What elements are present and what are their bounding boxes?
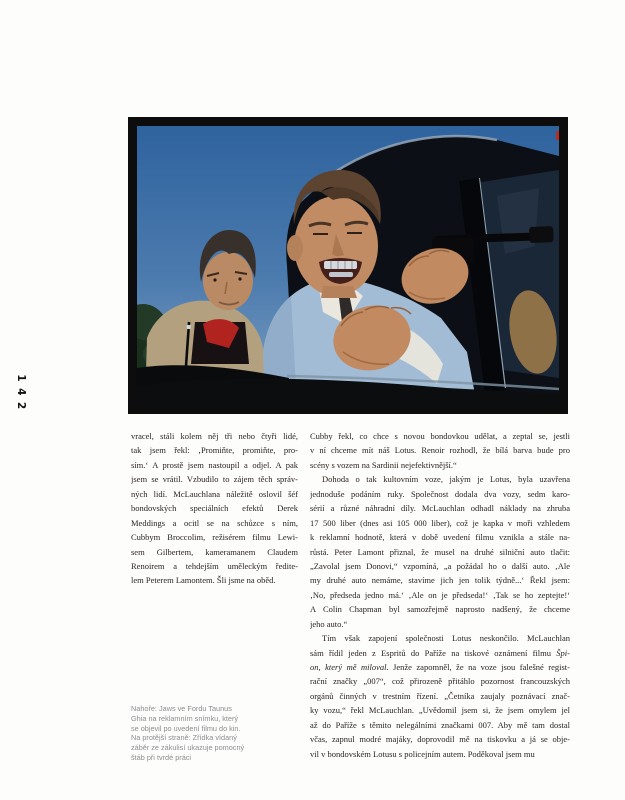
text-line: on, který mě miloval. Jenže zapomněl, že na voze jsou falešné regist- [310, 662, 570, 672]
text-line: A Colin Chapman byl samozřejmě naprosto nadšený, že chceme [310, 604, 570, 615]
text-line: sem Gilbertem, kameramanem Claudem [131, 546, 298, 557]
paragraph [310, 472, 570, 631]
body-text-right-column [310, 429, 570, 761]
text-line: v ní chceme mít náš Lotus. Renoir rozhodl, že bílá barva bude pro [310, 445, 570, 456]
text-line: jsem se vrátil. Vzbudilo to zájem těch správ- [131, 474, 298, 485]
text-line: Ghia na reklamním snímku, který [131, 713, 239, 723]
text-line: ky vozu,“ řekl McLauchlan. „Uvědomil jsem si, že jsem omylem jel [310, 705, 570, 716]
text-line: se objevil po uvedení filmu do kin. [131, 723, 241, 733]
text-line: tak jsem řekl: ‚Promiňte, promiňte, pro- [131, 445, 298, 456]
text-line: ‚No, předseda jedno má.‘ ‚Ale on je předseda!‘ ‚Tak se ho zeptejte!‘ [310, 589, 570, 600]
paragraph [310, 429, 570, 472]
text-line: scény s vozem na Sardinii nejefektivnější.“ [310, 459, 457, 470]
text-line: bondovských speciálních efektů Derek [131, 503, 298, 514]
text-line: lem Peterem Lamontem. Šli jsme na oběd. [131, 575, 276, 586]
text-line: záběr ze zákulisí ukazuje pomocný [131, 743, 245, 753]
text-line: orgánů činných v trestním řízení. „Četníka zaujaly poznávací znač- [310, 690, 570, 701]
photo-red-mark [556, 131, 559, 140]
photo-caption [131, 704, 276, 763]
text-line: ných lidí. McLauchlana náležitě oslovil šéf [131, 488, 298, 499]
text-line: „Zavolal jsem Donovi,“ vzpomíná, „a požádal ho o další auto. ‚Ale [310, 560, 570, 571]
text-line: rační značky „007“, což přirozeně přitáhlo pozornost francouzských [310, 676, 570, 687]
text-line: Nahoře: Jaws ve Fordu Taunus [131, 704, 232, 713]
text-line: Dohoda o tak kultovním voze, jakým je Lotus, byla uzavřena [322, 474, 570, 485]
text-line: Na protější straně: Zřídka vídaný [131, 733, 237, 743]
text-line: vil v bondovském Lotusu s policejním autem. Poděkoval jsem mu [310, 748, 535, 759]
text-line: jeho auto.“ [310, 618, 348, 629]
text-line: 17 500 liber (dnes asi 105 000 liber), což je kapka v moři vzhledem [310, 517, 570, 528]
text-line: Meddings a ocitl se na schůzce s ním, [131, 517, 298, 528]
text-line: sérií a různé náhradní díly. McLauchlan odhadl náklady na zhruba [310, 503, 570, 514]
text-line: k reklamní hodnotě, která v době uvedení filmu vznikla a stále na- [310, 532, 570, 543]
page-number: 142 [15, 374, 27, 416]
jaws-car-photo [137, 126, 559, 405]
text-line: Tím však zapojení společnosti Lotus neskončilo. McLauchlan [322, 633, 570, 644]
text-line: štáb při tvrdé práci [131, 752, 192, 762]
paragraph [131, 429, 298, 588]
text-line: jednoduše podáním ruky. Společnost dodala dva vozy, sedm karo- [310, 488, 570, 499]
second-man-head [203, 252, 253, 310]
text-line: až do Paříže s těmito nelegálními značkami 007. Aby mě tam dostal [310, 719, 570, 730]
paragraph [131, 704, 276, 763]
photo-frame [128, 117, 568, 414]
paragraph [310, 631, 570, 761]
text-line: my druhé auto nemáme, stavíme jich jen tolik týdně...‘ Řekl jsem: [310, 575, 570, 586]
text-line: Cubby řekl, co chce s novou bondovkou udělat, a zeptal se, jestli [310, 431, 570, 441]
text-line: včas, zapnul modré majáky, doprovodil mě na tiskovku a já se obje- [310, 734, 570, 745]
text-line: sím.‘ A prostě jsem nastoupil a odjel. A pak [131, 459, 298, 470]
text-line: sám řídil jeden z Espritů do Paříže na tiskové oznámení filmu Špi- [310, 647, 570, 658]
text-line: Cubbym Broccolim, režisérem filmu Lewi- [131, 532, 298, 543]
text-line: růstá. Peter Lamont přiznal, že musel na druhé silniční auto tlačit: [310, 546, 570, 557]
text-line: Renoirem a tehdejším uměleckým ředite- [131, 560, 298, 571]
text-line: vracel, stáli kolem něj tři nebo čtyři lidé, [131, 431, 298, 441]
body-text-left-column [131, 429, 298, 588]
